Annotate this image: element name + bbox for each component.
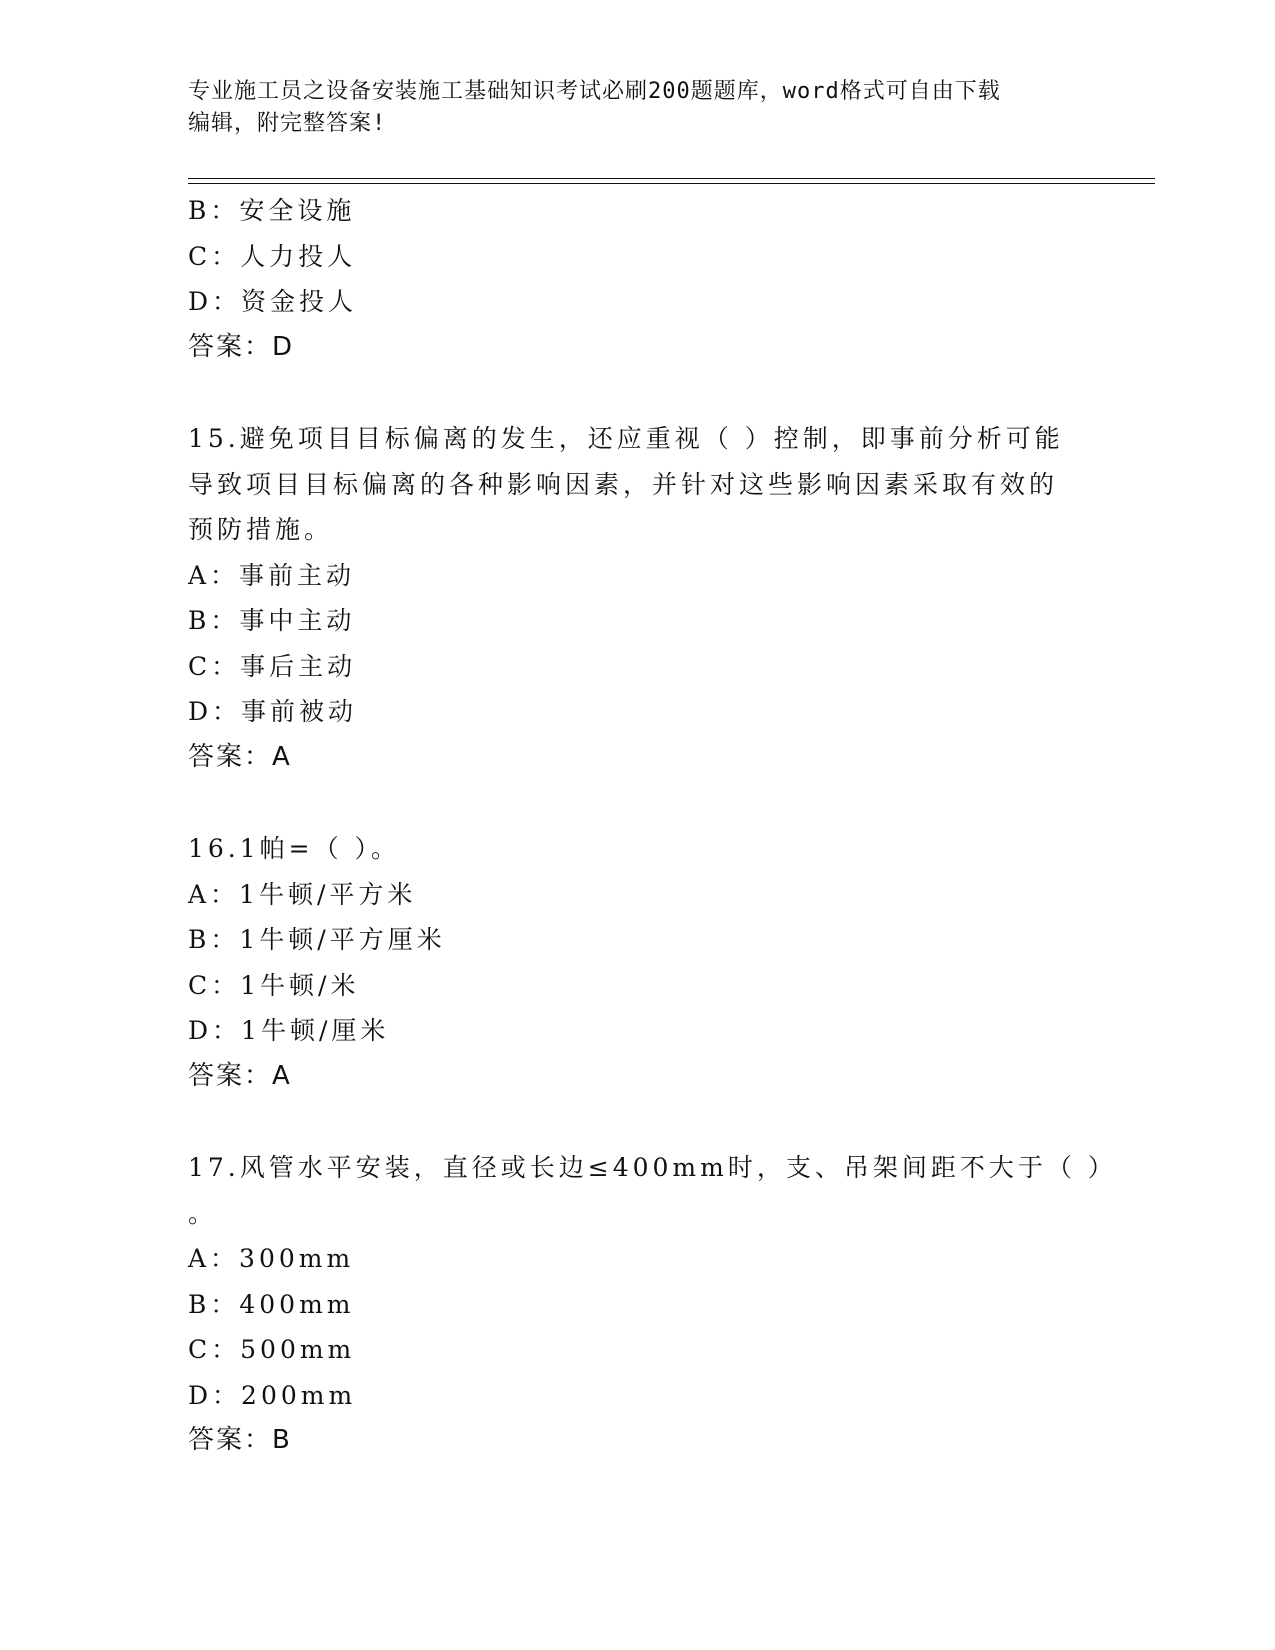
block-spacer xyxy=(188,780,1088,826)
option-line: A：1牛顿/平方米 xyxy=(188,879,417,909)
option-line: B：安全设施 xyxy=(188,196,356,225)
option-line: C：事后主动 xyxy=(188,651,357,681)
question-block xyxy=(188,826,1088,1099)
option-line: C：人力投人 xyxy=(188,241,357,271)
question-text: 导致项目目标偏离的各种影响因素，并针对这些影响因素采取有效的 xyxy=(188,469,1059,499)
header-divider-top xyxy=(188,178,1155,179)
option-line: A：300mm xyxy=(188,1244,355,1273)
option-line: C：500mm xyxy=(188,1335,356,1364)
option-line: D：事前被动 xyxy=(188,697,358,726)
answer-line: 答案：A xyxy=(188,741,292,772)
option-line: D：1牛顿/厘米 xyxy=(188,1016,390,1045)
header-divider-bottom xyxy=(188,183,1155,184)
block-spacer xyxy=(188,370,1088,416)
option-line: B：事中主动 xyxy=(188,606,356,635)
answer-line: 答案：D xyxy=(188,331,295,362)
option-line: D：200mm xyxy=(188,1380,357,1410)
option-line: D：资金投人 xyxy=(188,287,358,316)
question-text: 。 xyxy=(188,1198,218,1228)
question-text: 预防措施。 xyxy=(188,515,334,544)
question-block xyxy=(188,188,1088,370)
document-header xyxy=(188,76,1088,140)
question-list xyxy=(188,188,1117,1464)
question-text: 16.1帕=（ ）。 xyxy=(188,834,401,863)
option-line: A：事前主动 xyxy=(188,560,356,590)
answer-line: 答案：A xyxy=(188,1060,292,1091)
question-text: 17.风管水平安装，直径或长边≤400mm时，支、吊架间距不大于（ ） xyxy=(188,1153,1117,1182)
header-line-1: 专业施工员之设备安装施工基础知识考试必刷200题题库，word格式可自由下载 xyxy=(188,79,1001,104)
option-line: C：1牛顿/米 xyxy=(188,970,360,1000)
header-line-2: 编辑，附完整答案! xyxy=(188,111,387,136)
question-text: 15.避免项目目标偏离的发生，还应重视（ ）控制，即事前分析可能 xyxy=(188,424,1064,453)
question-block xyxy=(188,1145,1117,1464)
option-line: B：1牛顿/平方厘米 xyxy=(188,925,446,954)
option-line: B：400mm xyxy=(188,1289,355,1319)
question-block xyxy=(188,416,1088,780)
answer-line: 答案：B xyxy=(188,1425,292,1455)
block-spacer xyxy=(188,1099,1088,1145)
